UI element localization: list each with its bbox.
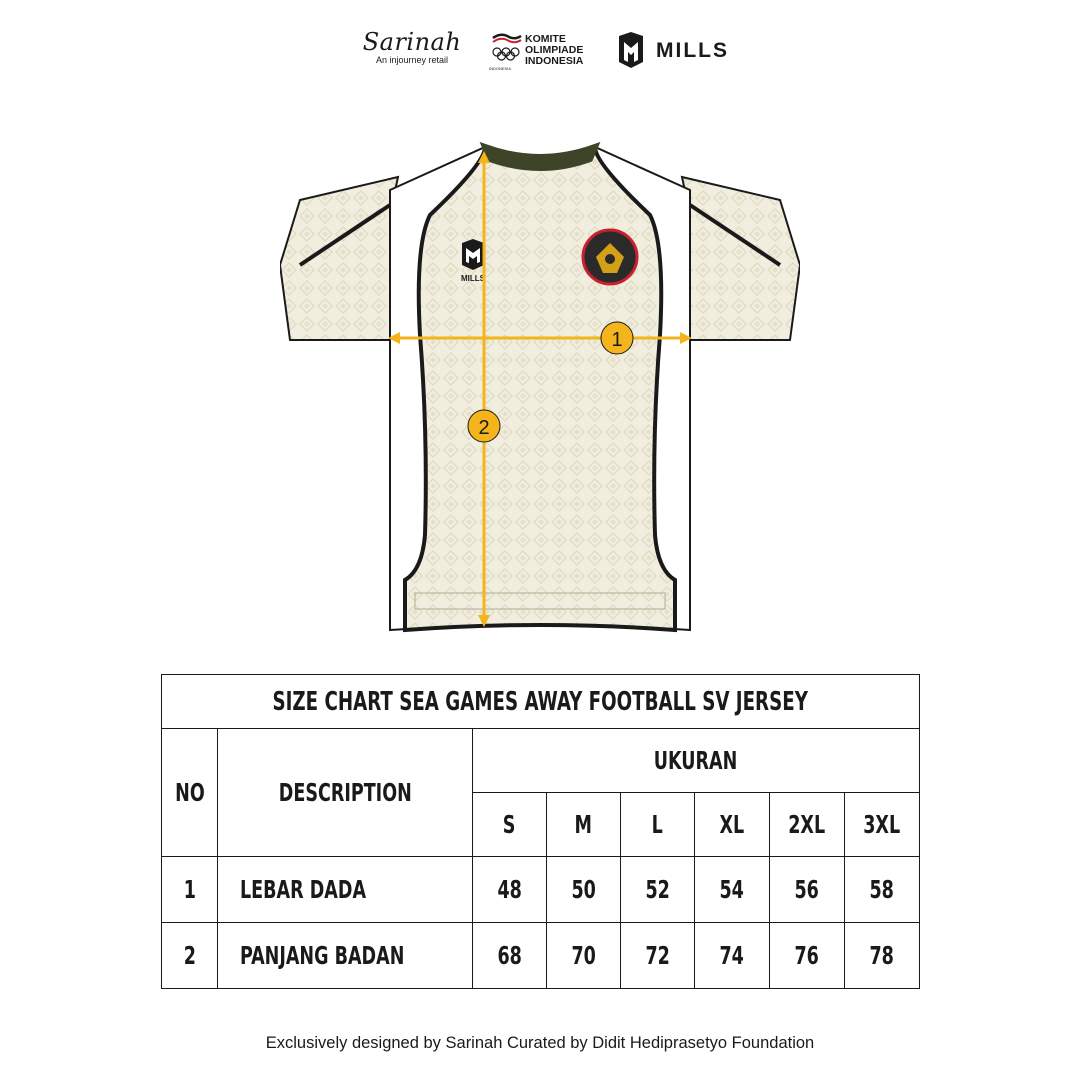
table-title: SIZE CHART SEA GAMES AWAY FOOTBALL SV JERSEY xyxy=(162,675,920,729)
row-no: 2 xyxy=(162,923,218,989)
marker-1 xyxy=(601,322,633,354)
jersey-center-panel xyxy=(405,147,675,630)
table-header-row xyxy=(162,729,920,793)
table-row xyxy=(162,923,920,989)
jersey-illustration xyxy=(280,135,800,635)
mills-wordmark: MILLS xyxy=(656,39,729,62)
mills-logo xyxy=(616,32,729,70)
size-header: 2XL xyxy=(770,793,845,857)
size-header: M xyxy=(547,793,621,857)
svg-text:1: 1 xyxy=(611,329,623,351)
sarinah-wordmark: Sarinah xyxy=(362,28,462,56)
row-value: 74 xyxy=(695,923,770,989)
koi-wordmark: KOMITE OLIMPIADE INDONESIA xyxy=(525,33,584,67)
svg-text:2: 2 xyxy=(478,417,490,439)
row-value: 70 xyxy=(547,923,621,989)
table-row xyxy=(162,857,920,923)
footer-credit: Exclusively designed by Sarinah Curated by Didit Hediprasetyo Foundation xyxy=(265,1034,815,1052)
row-value: 52 xyxy=(621,857,695,923)
row-value: 72 xyxy=(621,923,695,989)
row-value: 68 xyxy=(473,923,547,989)
row-value: 54 xyxy=(695,857,770,923)
size-chart-table xyxy=(161,674,920,989)
left-sleeve xyxy=(280,177,398,340)
size-header: L xyxy=(621,793,695,857)
logo-header xyxy=(0,28,1080,74)
sarinah-tagline: An injourney retail xyxy=(375,55,449,65)
mills-emblem-icon xyxy=(616,32,646,68)
jersey-svg xyxy=(280,135,800,635)
right-sleeve xyxy=(682,177,800,340)
header-description: DESCRIPTION xyxy=(218,729,473,857)
row-value: 76 xyxy=(770,923,845,989)
row-no: 1 xyxy=(162,857,218,923)
row-value: 56 xyxy=(770,857,845,923)
koi-subtext: INDONESIA xyxy=(489,66,512,71)
row-description: PANJANG BADAN xyxy=(218,923,473,989)
olympic-rings-icon xyxy=(489,30,523,64)
table-title-row xyxy=(162,675,920,729)
row-value: 58 xyxy=(845,857,920,923)
jersey-collar xyxy=(485,147,595,168)
row-description: LEBAR DADA xyxy=(218,857,473,923)
sarinah-logo xyxy=(356,30,468,66)
koi-logo xyxy=(489,30,599,70)
row-value: 48 xyxy=(473,857,547,923)
chest-mills-icon xyxy=(462,239,484,270)
row-value: 50 xyxy=(547,857,621,923)
chest-mills-text: MILLS xyxy=(461,274,485,283)
header-no: NO xyxy=(162,729,218,857)
row-value: 78 xyxy=(845,923,920,989)
size-header: S xyxy=(473,793,547,857)
crest-icon xyxy=(583,230,637,284)
marker-2 xyxy=(468,410,500,442)
size-header: XL xyxy=(695,793,770,857)
size-header: 3XL xyxy=(845,793,920,857)
header-ukuran: UKURAN xyxy=(473,729,920,793)
